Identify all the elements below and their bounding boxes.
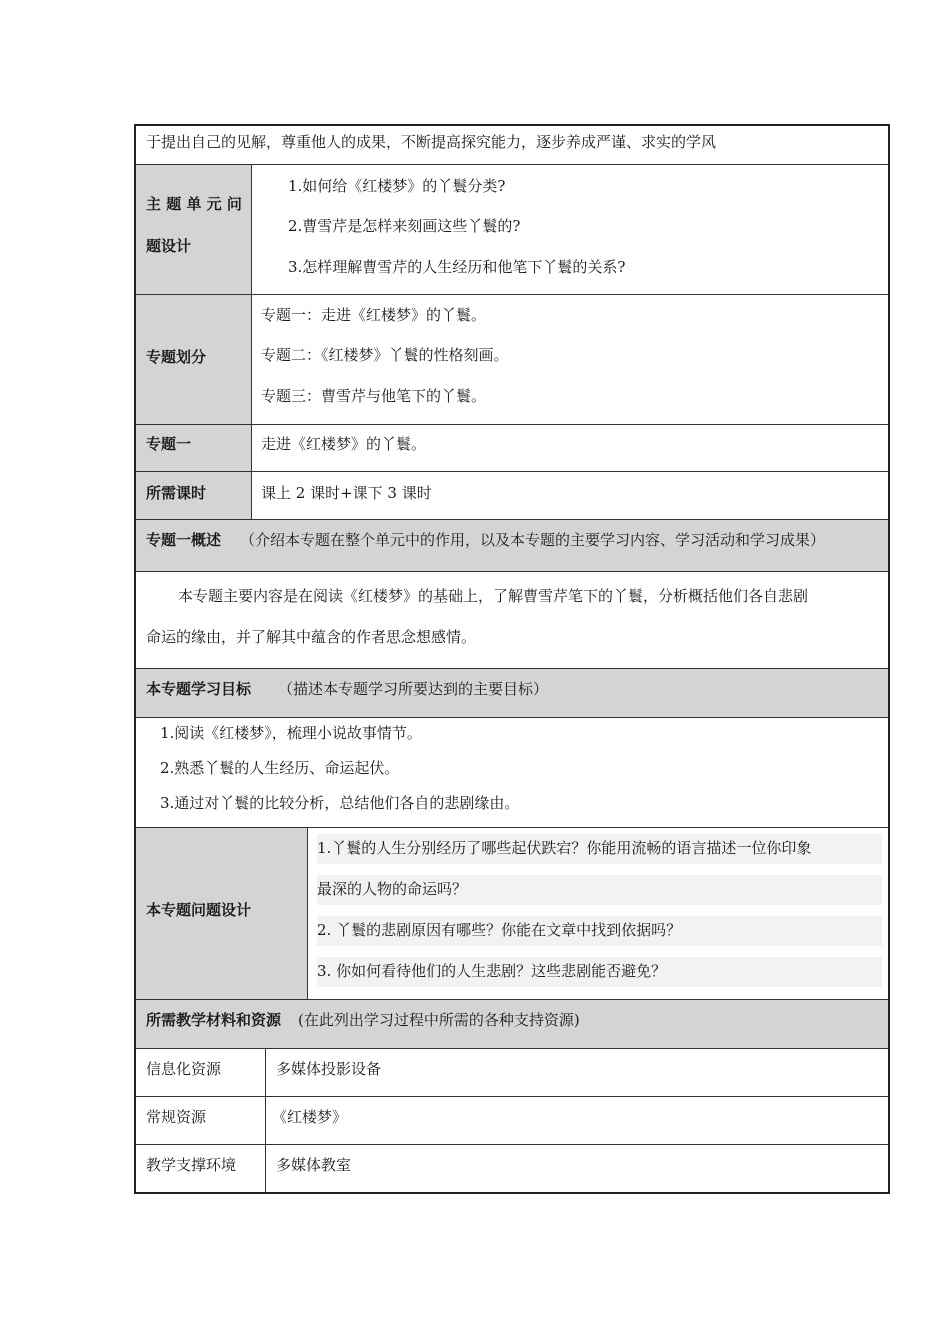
- lesson-plan-table: [134, 124, 890, 1194]
- topics-list: [252, 295, 888, 424]
- question-item: 1.丫鬟的人生分别经历了哪些起伏跌宕？你能用流畅的语言描述一位你印象: [317, 839, 812, 857]
- topic-item: 专题三：曹雪芹与他笔下的丫鬟。: [261, 387, 487, 405]
- topic-one-value: 走进《红楼梦》的丫鬟。: [261, 435, 427, 453]
- unit-questions-row: [136, 164, 888, 294]
- overview-label: 专题一概述: [146, 531, 222, 549]
- overview-content-row: [136, 571, 888, 668]
- resources-header-row: [136, 999, 888, 1048]
- resource-label: 常规资源: [136, 1097, 266, 1144]
- resource-label: 信息化资源: [136, 1049, 266, 1096]
- goals-label: 本专题学习目标: [146, 680, 252, 698]
- overview-hint: （介绍本专题在整个单元中的作用，以及本专题的主要学习内容、学习活动和学习成果）: [240, 531, 826, 549]
- topic-item: 专题二：《红楼梦》丫鬟的性格刻画。: [261, 346, 509, 364]
- hours-value: 课上 2 课时+课下 3 课时: [261, 484, 432, 502]
- topics-label: 专题划分: [136, 295, 252, 424]
- goals-hint: （描述本专题学习所要达到的主要目标）: [278, 680, 549, 698]
- topic-one-label: 专题一: [136, 425, 252, 471]
- unit-question-item: 2.曹雪芹是怎样来刻画这些丫鬟的?: [288, 217, 521, 235]
- unit-questions-label: 主 题 单 元 问 题设计: [136, 165, 252, 294]
- overview-line: 命运的缘由，并了解其中蕴含的作者思念想感情。: [146, 628, 477, 646]
- question-item: 3. 你如何看待他们的人生悲剧？这些悲剧能否避免？: [317, 962, 667, 980]
- unit-questions-list: [252, 165, 888, 294]
- intro-text: 于提出自己的见解，尊重他人的成果，不断提高探究能力，逐步养成严谨、求实的学风: [146, 133, 717, 151]
- intro-row: [136, 124, 888, 164]
- goal-item: 2.熟悉丫鬟的人生经历、命运起伏。: [160, 759, 400, 777]
- questions-label: 本专题问题设计: [136, 828, 308, 999]
- topics-row: [136, 294, 888, 424]
- goals-content-row: [136, 717, 888, 827]
- hours-row: [136, 471, 888, 519]
- unit-question-item: 3.怎样理解曹雪芹的人生经历和他笔下丫鬟的关系?: [288, 258, 626, 276]
- resource-value: 多媒体教室: [276, 1156, 352, 1174]
- resource-row: [136, 1096, 888, 1144]
- resource-row: [136, 1048, 888, 1096]
- questions-row: [136, 827, 888, 999]
- topic-one-row: [136, 424, 888, 471]
- overview-header-row: [136, 519, 888, 571]
- resource-label: 教学支撑环境: [136, 1145, 266, 1192]
- hours-label: 所需课时: [136, 472, 252, 519]
- resource-value: 多媒体投影设备: [276, 1060, 382, 1078]
- goal-item: 3.通过对丫鬟的比较分析，总结他们各自的悲剧缘由。: [160, 794, 520, 812]
- goal-item: 1.阅读《红楼梦》，梳理小说故事情节。: [160, 724, 422, 742]
- resources-hint: (在此列出学习过程中所需的各种支持资源): [298, 1011, 580, 1029]
- question-item: 2. 丫鬟的悲剧原因有哪些？你能在文章中找到依据吗？: [317, 921, 682, 939]
- overview-line: 本专题主要内容是在阅读《红楼梦》的基础上，了解曹雪芹笔下的丫鬟，分析概括他们各自悲剧: [178, 587, 809, 605]
- resources-label: 所需教学材料和资源: [146, 1011, 282, 1029]
- resource-value: 《红楼梦》: [272, 1108, 348, 1126]
- question-item: 最深的人物的命运吗？: [317, 880, 468, 898]
- resource-row: [136, 1144, 888, 1192]
- goals-header-row: [136, 668, 888, 717]
- unit-question-item: 1.如何给《红楼梦》的丫鬟分类?: [288, 177, 506, 195]
- topic-item: 专题一：走进《红楼梦》的丫鬟。: [261, 306, 487, 324]
- questions-list: [308, 828, 888, 999]
